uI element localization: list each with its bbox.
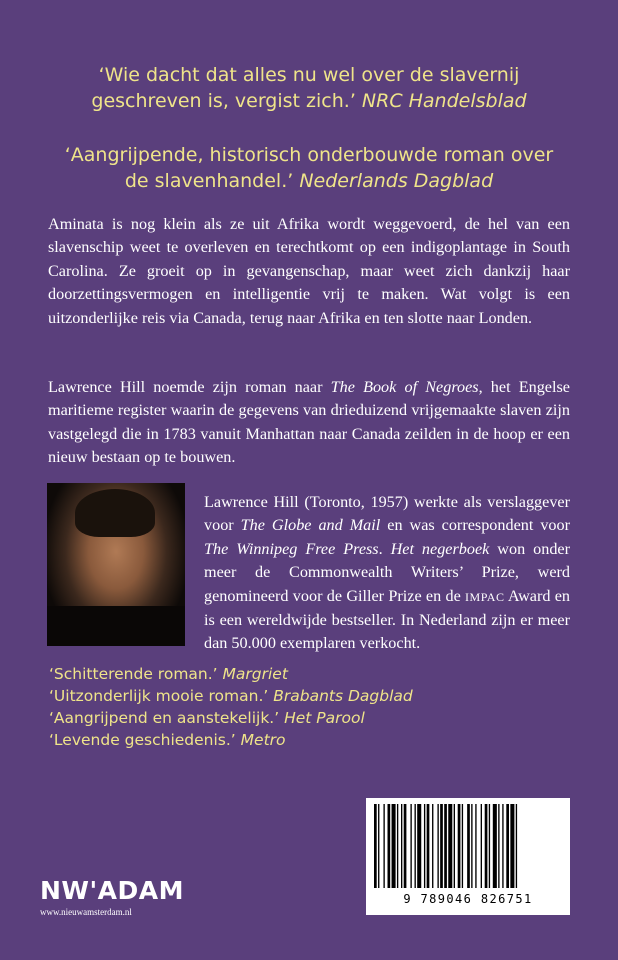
- newspaper-title: The Winnipeg Free Press: [204, 539, 379, 558]
- text: en was correspondent voor: [380, 516, 570, 535]
- award-name: IMPAC: [465, 589, 505, 604]
- quote-text: de slavenhandel.’: [124, 170, 300, 192]
- quote-line: [40, 88, 578, 114]
- quote-line: ‘Aangrijpende, historisch onderbouwde roman over: [64, 144, 554, 166]
- photo-shirt-shape: [47, 606, 185, 646]
- review-source: Metro: [240, 731, 286, 749]
- review-source: Het Parool: [284, 709, 365, 727]
- barcode-bars-icon: [372, 804, 564, 890]
- text: .: [378, 539, 391, 558]
- quote-text: geschreven is, vergist zich.’: [91, 90, 362, 112]
- quote-line: [40, 168, 578, 194]
- isbn-number: 9 789046 826751: [403, 892, 533, 906]
- text: Lawrence Hill noemde zijn roman naar: [48, 378, 331, 396]
- quote-line: ‘Wie dacht dat alles nu wel over de slavernij: [98, 64, 520, 86]
- text: Award en is een wereldwijde bestseller. In Nederland zijn er meer dan 50.000 exemplaren verkocht.: [204, 586, 570, 653]
- synopsis-paragraph: Aminata is nog klein als ze uit Afrika wordt weggevoerd, de hel van een slavenschip weet te overleven en terechtkomt op een indigoplantage in South Carolina. Ze groeit op in gevangenschap, maar weet zich dankzij haar doorzettingsvermogen en intelligentie vrij te maken. Wat volgt is een uitzonderlijke reis via Canada, terug naar Afrika en ten slotte naar Londen.: [48, 215, 570, 327]
- top-quote-1: [40, 62, 578, 114]
- author-photo: [47, 483, 185, 646]
- review-quote: ‘Levende geschiedenis.’: [49, 731, 241, 749]
- review-source: Brabants Dagblad: [273, 687, 413, 705]
- text: won onder meer de Commonwealth Writers’ Prize, werd genomineerd voor de Giller Prize en de: [204, 539, 570, 605]
- quote-source: Nederlands Dagblad: [299, 170, 494, 192]
- review-quote: ‘Aangrijpend en aanstekelijk.’: [49, 709, 285, 727]
- newspaper-title: The Globe and Mail: [240, 516, 381, 535]
- barcode: [366, 798, 570, 915]
- review-item: [49, 663, 413, 685]
- top-quote-2: [40, 142, 578, 194]
- publisher-url: www.nieuwamsterdam.nl: [40, 907, 132, 917]
- book-title: The Book of Negroes: [330, 378, 479, 396]
- publisher-logo: NW'ADAM: [40, 876, 184, 905]
- review-item: [49, 729, 413, 751]
- photo-hair-shape: [75, 489, 155, 537]
- quote-source: NRC Handelsblad: [361, 90, 527, 112]
- author-bio-paragraph: [204, 491, 570, 656]
- book-title: Het negerboek: [390, 539, 490, 558]
- title-origin-paragraph: [48, 376, 570, 470]
- text: , het Engelse maritieme register waarin de gegevens van drieduizend vrijgemaakte slaven zijn vastgelegd die in 1783 vanuit Manhattan naar Canada zeilden in de hoop er een nieuw bestaan op te bouwen.: [48, 378, 570, 467]
- review-quote: ‘Uitzonderlijk mooie roman.’: [49, 687, 274, 705]
- text: Lawrence Hill (Toronto, 1957) werkte als verslaggever voor: [204, 493, 570, 535]
- review-list: [49, 663, 413, 751]
- review-quote: ‘Schitterende roman.’: [49, 665, 223, 683]
- review-item: [49, 685, 413, 707]
- review-item: [49, 707, 413, 729]
- review-source: Margriet: [222, 665, 288, 683]
